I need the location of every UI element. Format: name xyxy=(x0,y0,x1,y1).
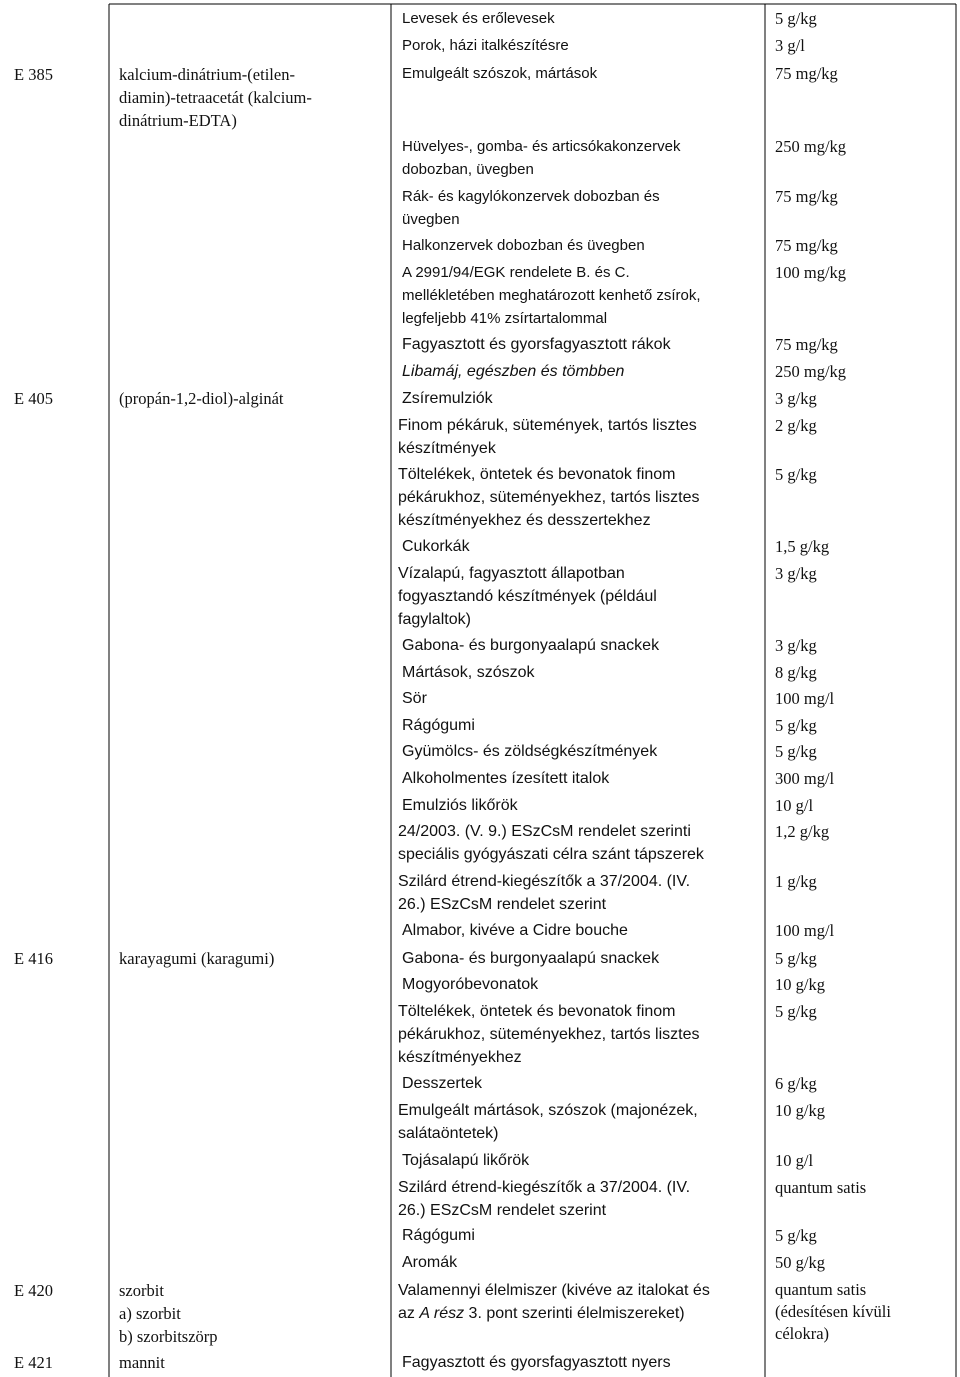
max-limit: 5 g/kg xyxy=(775,465,817,484)
food-category: 24/2003. (V. 9.) ESzCsM rendelet szerinti speciális gyógyászati célra szánt tápszerek xyxy=(398,823,704,863)
food-category: Gabona- és burgonyaalapú snackek xyxy=(402,950,660,967)
max-limit: 10 g/l xyxy=(775,796,814,815)
food-category: Töltelékek, öntetek és bevonatok finom pékárukhoz, süteményekhez, tartós lisztes készítményekhez xyxy=(398,1003,700,1066)
max-limit: 1 g/kg xyxy=(775,872,817,891)
max-limit: 3 g/kg xyxy=(775,636,817,655)
food-category: Levesek és erőlevesek xyxy=(402,10,555,27)
food-category: Gabona- és burgonyaalapú snackek xyxy=(402,637,660,654)
e-code: E 405 xyxy=(14,389,53,408)
max-limit: 300 mg/l xyxy=(775,769,835,788)
food-category xyxy=(398,1279,710,1325)
max-limit: 1,5 g/kg xyxy=(775,537,830,556)
max-limit: 10 g/l xyxy=(775,1151,814,1170)
food-category: Finom pékáruk, sütemények, tartós lisztes készítmények xyxy=(398,417,697,457)
e-code: E 385 xyxy=(14,65,53,84)
substance-name: karayagumi (karagumi) xyxy=(119,949,275,968)
max-limit: 3 g/kg xyxy=(775,564,817,583)
food-category: Hüvelyes-, gomba- és articsókakonzervek dobozban, üvegben xyxy=(402,138,681,178)
food-category: Tojásalapú likőrök xyxy=(402,1152,530,1169)
max-limit: 75 mg/kg xyxy=(775,236,838,255)
food-category-text: Valamennyi élelmiszer (kivéve az italokat és az xyxy=(398,1282,710,1322)
max-limit: 5 g/kg xyxy=(775,742,817,761)
food-category: Rágógumi xyxy=(402,717,475,734)
max-limit: 250 mg/kg xyxy=(775,137,847,156)
food-category: Rágógumi xyxy=(402,1227,475,1244)
max-limit: 5 g/kg xyxy=(775,1002,817,1021)
e-code: E 416 xyxy=(14,949,53,968)
max-limit: 250 mg/kg xyxy=(775,362,847,381)
food-category-italic: A rész xyxy=(419,1305,465,1322)
food-category: Desszertek xyxy=(402,1075,483,1092)
food-category: Fagyasztott és gyorsfagyasztott nyers xyxy=(402,1354,671,1371)
e-code: E 421 xyxy=(14,1353,53,1372)
max-limit: 5 g/kg xyxy=(775,1226,817,1245)
max-limit: 5 g/kg xyxy=(775,716,817,735)
max-limit: 10 g/kg xyxy=(775,975,825,994)
max-limit: 50 g/kg xyxy=(775,1253,825,1272)
max-limit: 5 g/kg xyxy=(775,949,817,968)
max-limit: 6 g/kg xyxy=(775,1074,817,1093)
food-category: Libamáj, egészben és tömbben xyxy=(402,363,625,380)
max-limit: 5 g/kg xyxy=(775,9,817,28)
max-limit: quantum satis (édesítésen kívüli célokra) xyxy=(775,1280,891,1343)
max-limit: 8 g/kg xyxy=(775,663,817,682)
food-category: Töltelékek, öntetek és bevonatok finom pékárukhoz, süteményekhez, tartós lisztes készítményekhez és desszertekhez xyxy=(398,466,700,529)
max-limit: 3 g/kg xyxy=(775,389,817,408)
max-limit: 1,2 g/kg xyxy=(775,822,830,841)
max-limit: 75 mg/kg xyxy=(775,187,838,206)
max-limit: 100 mg/l xyxy=(775,921,835,940)
food-category: Almabor, kivéve a Cidre bouche xyxy=(402,922,628,939)
food-category: Halkonzervek dobozban és üvegben xyxy=(402,237,645,254)
food-category: Mogyoróbevonatok xyxy=(402,976,539,993)
max-limit: 100 mg/kg xyxy=(775,263,847,282)
food-category: Sör xyxy=(402,690,427,707)
food-category: Emulziós likőrök xyxy=(402,797,518,814)
food-category: Mártások, szószok xyxy=(402,664,535,681)
food-category: Emulgeált mártások, szószok (majonézek, salátaöntetek) xyxy=(398,1102,698,1142)
substance-name: szorbit a) szorbit b) szorbitszörp xyxy=(119,1281,218,1346)
food-category: Fagyasztott és gyorsfagyasztott rákok xyxy=(402,336,671,353)
food-category: Aromák xyxy=(402,1254,458,1271)
max-limit: 3 g/l xyxy=(775,36,805,55)
food-category: A 2991/94/EGK rendelete B. és C. mellékletében meghatározott kenhető zsírok, legfeljebb 41% zsírtartalommal xyxy=(402,264,701,327)
food-category: Szilárd étrend-kiegészítők a 37/2004. (IV. 26.) ESzCsM rendelet szerint xyxy=(398,1179,691,1219)
food-category: Vízalapú, fagyasztott állapotban fogyasztandó készítmények (például fagylaltok) xyxy=(398,565,657,628)
substance-name: (propán-1,2-diol)-alginát xyxy=(119,389,284,408)
e-code: E 420 xyxy=(14,1281,53,1300)
food-category: Porok, házi italkészítésre xyxy=(402,37,569,54)
max-limit: 75 mg/kg xyxy=(775,64,838,83)
food-category: Emulgeált szószok, mártások xyxy=(402,65,598,82)
max-limit: 2 g/kg xyxy=(775,416,817,435)
food-category: Cukorkák xyxy=(402,538,470,555)
food-category-text-after: 3. pont szerinti élelmiszereket) xyxy=(464,1305,685,1322)
food-category: Szilárd étrend-kiegészítők a 37/2004. (IV. 26.) ESzCsM rendelet szerint xyxy=(398,873,691,913)
max-limit: 75 mg/kg xyxy=(775,335,838,354)
food-category: Gyümölcs- és zöldségkészítmények xyxy=(402,743,658,760)
food-category: Alkoholmentes ízesített italok xyxy=(402,770,610,787)
food-category: Zsíremulziók xyxy=(402,390,493,407)
max-limit: 100 mg/l xyxy=(775,689,835,708)
max-limit: 10 g/kg xyxy=(775,1101,825,1120)
max-limit: quantum satis xyxy=(775,1178,867,1197)
substance-name: kalcium-dinátrium-(etilen- diamin)-tetraacetát (kalcium- dinátrium-EDTA) xyxy=(119,65,312,130)
substance-name: mannit xyxy=(119,1353,165,1372)
food-category: Rák- és kagylókonzervek dobozban és üvegben xyxy=(402,188,660,228)
